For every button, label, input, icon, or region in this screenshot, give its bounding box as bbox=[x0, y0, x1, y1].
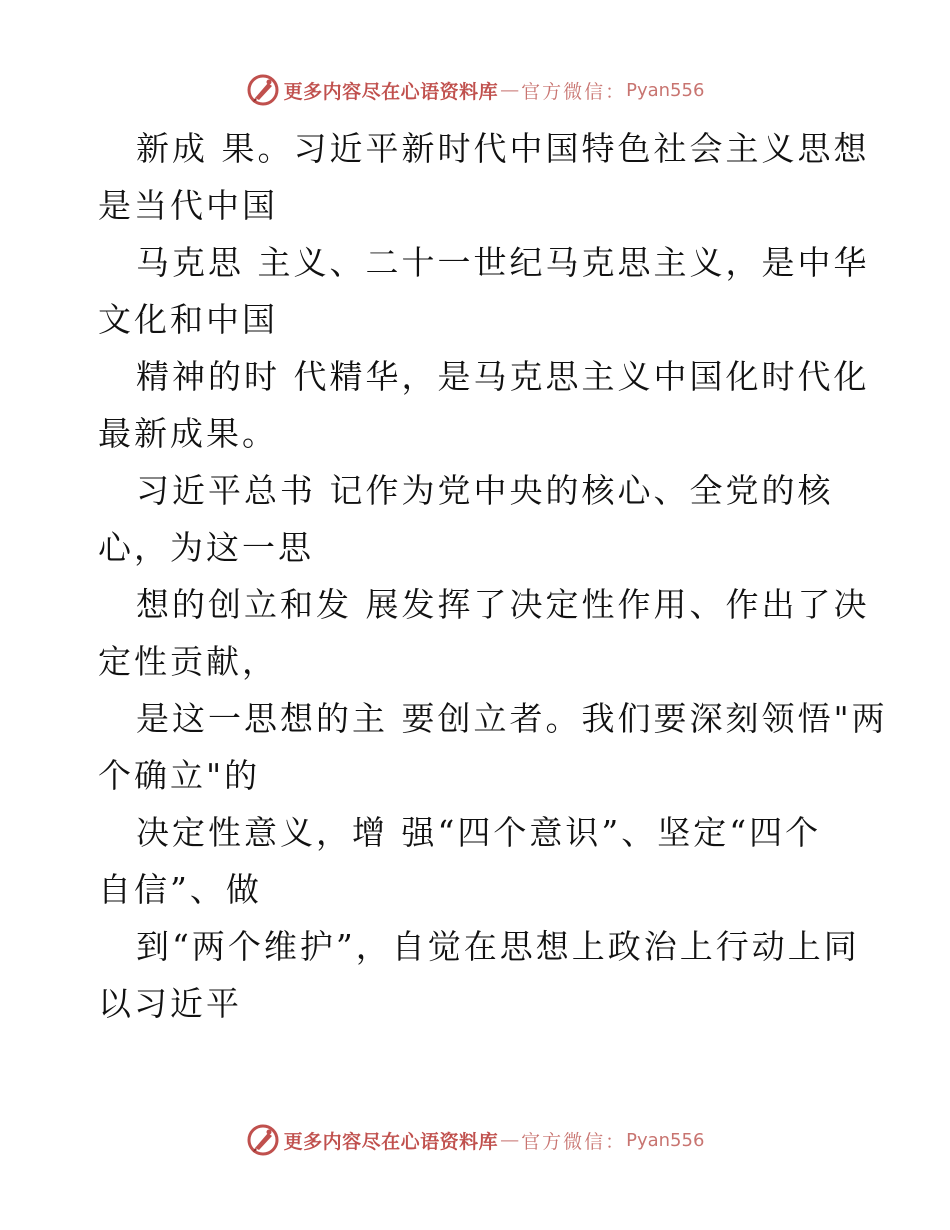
paragraph-line: 自信”、做 bbox=[98, 870, 262, 909]
paragraph-line: 习近平总书 记作为党中央的核心、全党的核 bbox=[136, 471, 834, 510]
paragraph-line: 想的创立和发 展发挥了决定性作用、作出了决 bbox=[136, 585, 870, 624]
pen-logo-icon bbox=[246, 73, 280, 107]
paragraph-line: 新成 果。习近平新时代中国特色社会主义思想 bbox=[136, 129, 870, 168]
paragraph bbox=[98, 804, 858, 918]
header-watermark bbox=[0, 70, 950, 110]
paragraph-line: 精神的时 代精华，是马克思主义中国化时代化 bbox=[136, 357, 870, 396]
document-body bbox=[98, 120, 888, 1032]
paragraph bbox=[98, 348, 870, 462]
watermark-official-label: 官方微信： bbox=[521, 1130, 627, 1153]
pen-logo-icon bbox=[246, 1123, 280, 1157]
watermark-wechat-id: Pyan556 bbox=[626, 1129, 705, 1151]
paragraph-line: 文化和中国 bbox=[98, 300, 278, 339]
paragraph-line: 心，为这一思 bbox=[98, 528, 314, 567]
paragraph-line: 以习近平 bbox=[98, 984, 242, 1023]
watermark-brand: 更多内容尽在心语资料库 bbox=[283, 80, 499, 103]
paragraph bbox=[98, 120, 870, 234]
watermark-official-label: 官方微信： bbox=[521, 80, 627, 103]
paragraph-line: 马克思 主义、二十一世纪马克思主义，是中华 bbox=[136, 243, 870, 282]
paragraph bbox=[98, 234, 870, 348]
watermark-dash: — bbox=[500, 1129, 520, 1151]
paragraph-line: 最新成果。 bbox=[98, 414, 278, 453]
paragraph-line: 决定性意义，增 强“四个意识”、坚定“四个 bbox=[136, 813, 822, 852]
paragraph-line: 是当代中国 bbox=[98, 186, 278, 225]
watermark-wechat-id: Pyan556 bbox=[626, 79, 705, 101]
paragraph-line: 个确立"的 bbox=[98, 756, 261, 795]
paragraph bbox=[98, 690, 888, 804]
paragraph-line: 定性贡献， bbox=[98, 642, 278, 681]
watermark-brand: 更多内容尽在心语资料库 bbox=[283, 1130, 499, 1153]
paragraph-line: 到“两个维护”，自觉在思想上政治上行动上同 bbox=[136, 927, 860, 966]
paragraph bbox=[98, 918, 858, 1032]
footer-watermark bbox=[0, 1120, 950, 1160]
paragraph bbox=[98, 462, 858, 576]
paragraph-line: 是这一思想的主 要创立者。我们要深刻领悟"两 bbox=[136, 699, 888, 738]
paragraph bbox=[98, 576, 870, 690]
watermark-dash: — bbox=[500, 79, 520, 101]
